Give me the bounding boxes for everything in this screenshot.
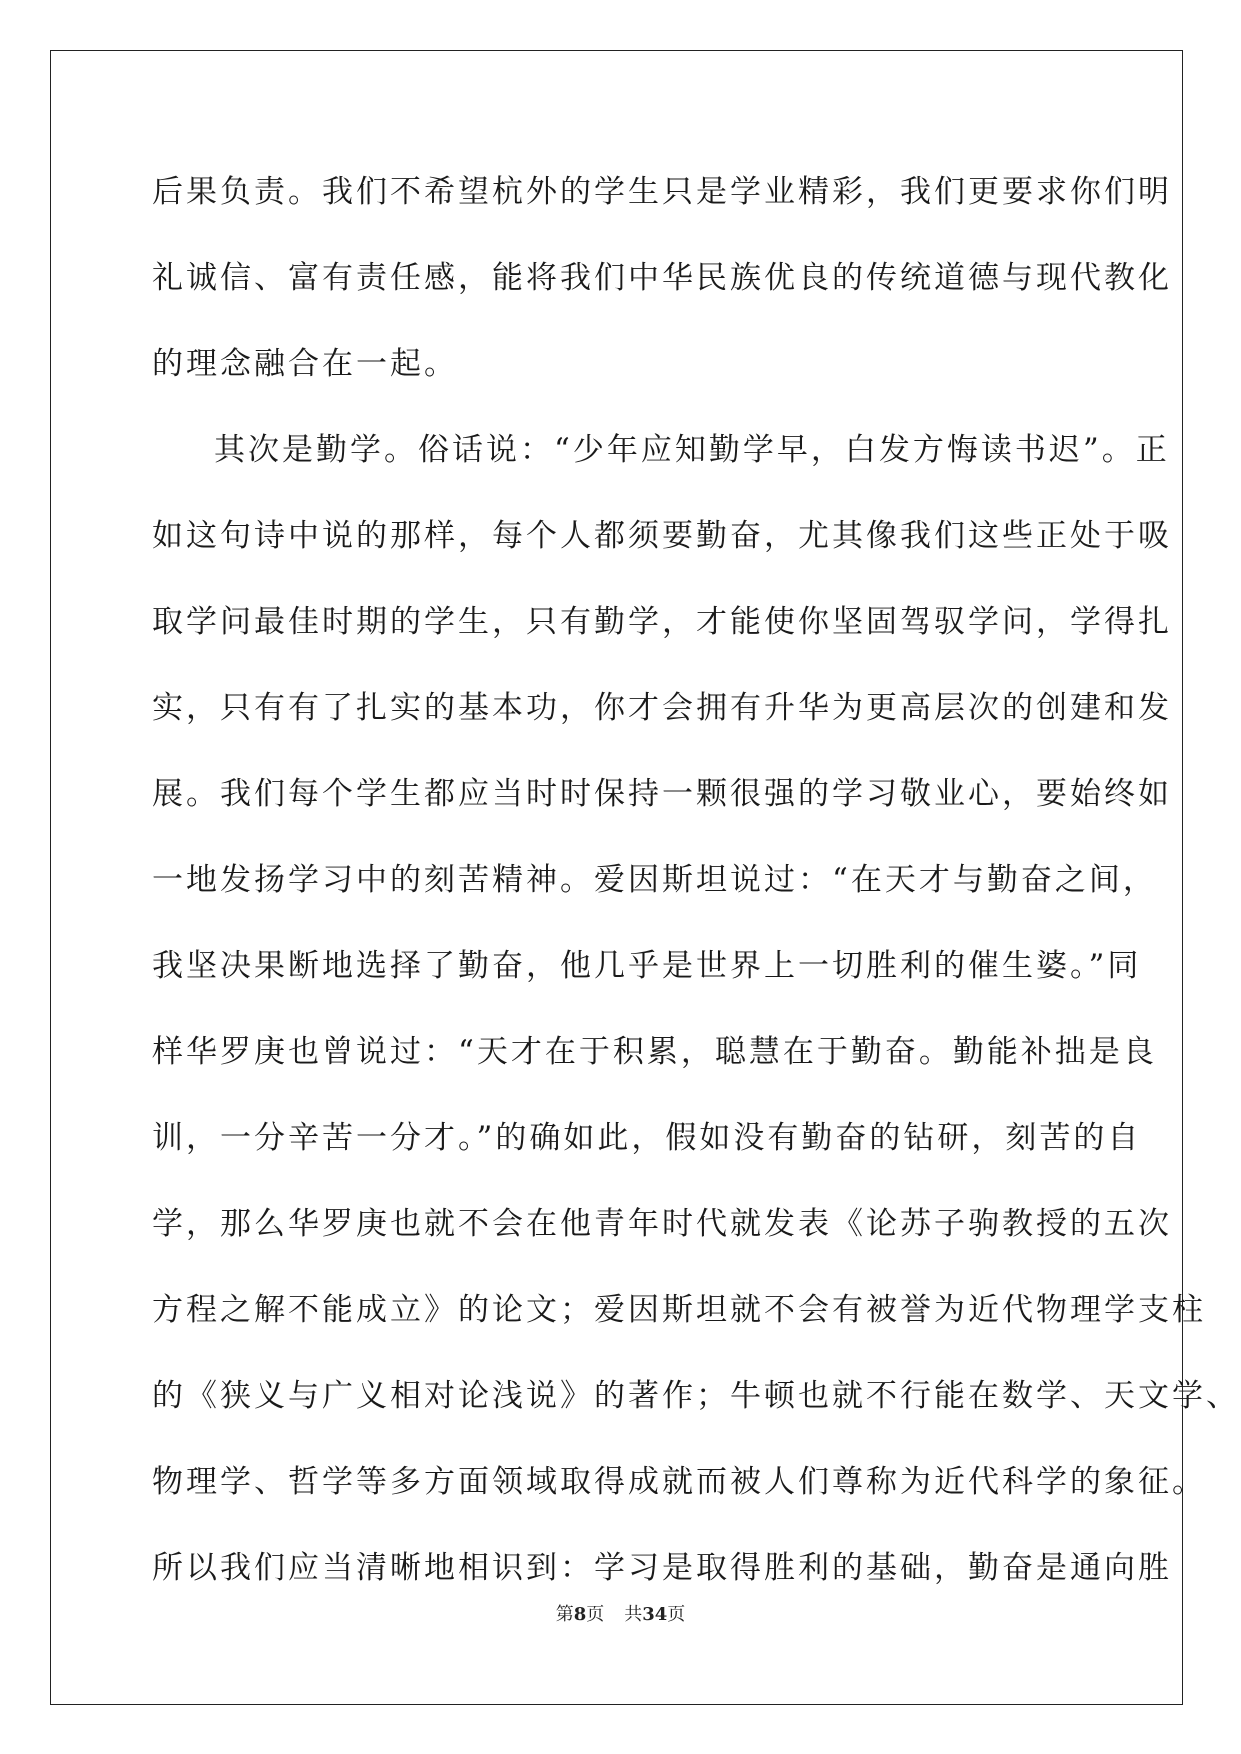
text-line: 的《狭义与广义相对论浅说》的著作；牛顿也就不行能在数学、天文学、 xyxy=(152,1378,1240,1414)
text-line: 物理学、哲学等多方面领域取得成就而被人们尊称为近代科学的象征。 xyxy=(152,1464,1206,1500)
text-line: 所以我们应当清晰地相识到：学习是取得胜利的基础，勤奋是通向胜 xyxy=(152,1550,1172,1586)
page-footer xyxy=(0,1600,1241,1626)
page-suffix: 页 xyxy=(586,1604,605,1625)
paragraph-first-line: 其次是勤学。俗话说：“少年应知勤学早，白发方悔读书迟”。正 xyxy=(214,432,1170,468)
text-line: 如这句诗中说的那样，每个人都须要勤奋，尤其像我们这些正处于吸 xyxy=(152,518,1172,554)
page-number: 8 xyxy=(573,1604,587,1625)
text-line: 一地发扬学习中的刻苦精神。爱因斯坦说过：“在天才与勤奋之间， xyxy=(152,862,1157,898)
text-line: 训，一分辛苦一分才。”的确如此，假如没有勤奋的钻研，刻苦的自 xyxy=(152,1120,1142,1156)
text-line: 取学问最佳时期的学生，只有勤学，才能使你坚固驾驭学问，学得扎 xyxy=(152,604,1172,640)
total-suffix: 页 xyxy=(667,1604,686,1625)
text-line: 礼诚信、富有责任感，能将我们中华民族优良的传统道德与现代教化 xyxy=(152,260,1172,296)
total-pages: 34 xyxy=(642,1604,668,1625)
text-line: 实，只有有了扎实的基本功，你才会拥有升华为更高层次的创建和发 xyxy=(152,690,1172,726)
document-body xyxy=(152,162,1240,1624)
text-line: 方程之解不能成立》的论文；爱因斯坦就不会有被誉为近代物理学支柱 xyxy=(152,1292,1206,1328)
text-line: 后果负责。我们不希望杭外的学生只是学业精彩，我们更要求你们明 xyxy=(152,174,1172,210)
text-line: 学，那么华罗庚也就不会在他青年时代就发表《论苏子驹教授的五次 xyxy=(152,1206,1172,1242)
text-line: 的理念融合在一起。 xyxy=(152,346,458,382)
text-line: 我坚决果断地选择了勤奋，他几乎是世界上一切胜利的催生婆。”同 xyxy=(152,948,1142,984)
total-prefix: 共 xyxy=(624,1604,643,1625)
text-line: 展。我们每个学生都应当时时保持一颗很强的学习敬业心，要始终如 xyxy=(152,776,1172,812)
text-line: 样华罗庚也曾说过：“天才在于积累，聪慧在于勤奋。勤能补拙是良 xyxy=(152,1034,1157,1070)
page-prefix: 第 xyxy=(555,1604,574,1625)
